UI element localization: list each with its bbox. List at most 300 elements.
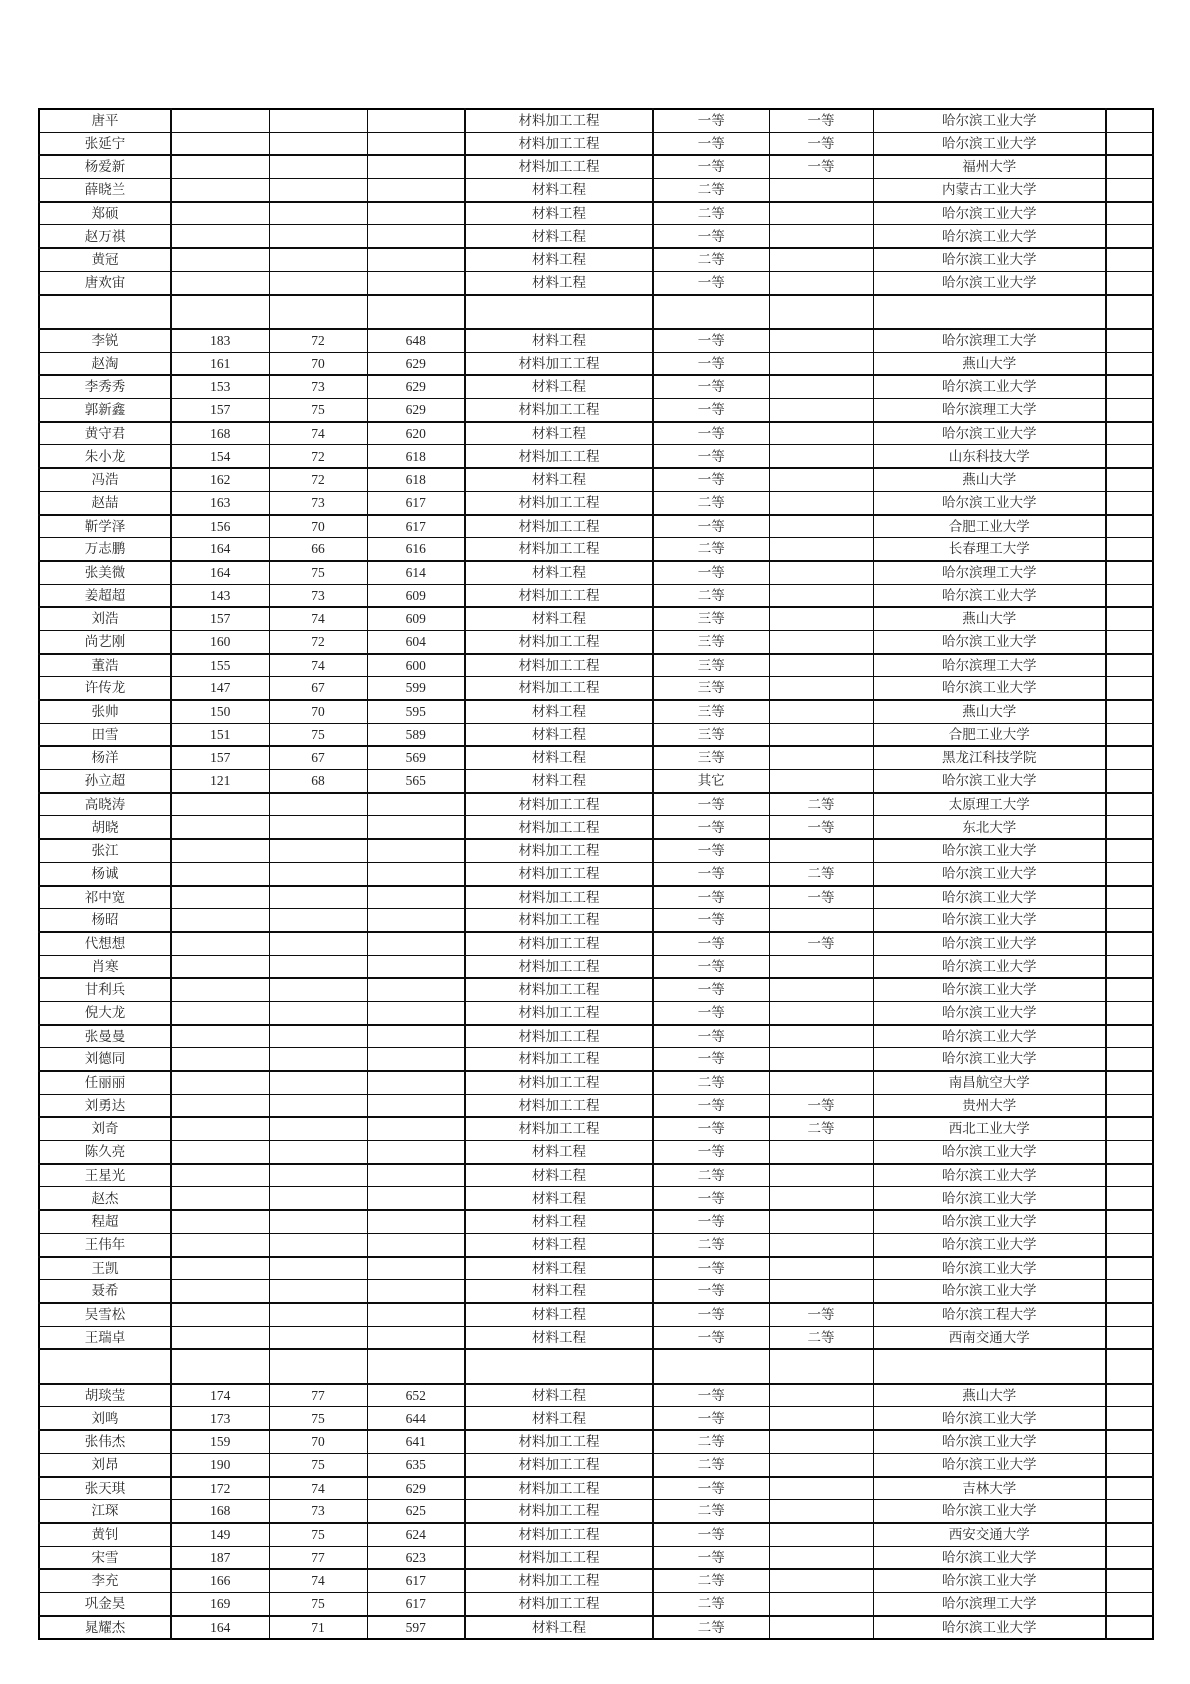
cell-name: 李充: [39, 1569, 171, 1592]
cell-score1: [171, 1025, 269, 1048]
cell-university: 长春理工大学: [873, 538, 1106, 561]
cell-university: 哈尔滨工业大学: [873, 375, 1106, 398]
cell-award2: 一等: [769, 1094, 873, 1117]
cell-award1: 二等: [653, 538, 769, 561]
cell-score1: [171, 109, 269, 132]
cell-award2: [769, 1349, 873, 1384]
cell-award2: [769, 1546, 873, 1569]
cell-name: 宋雪: [39, 1546, 171, 1569]
cell-major: 材料加工工程: [465, 1477, 653, 1500]
cell-total: [367, 862, 465, 885]
cell-university: 哈尔滨理工大学: [873, 329, 1106, 352]
cell-award2: [769, 630, 873, 653]
cell-major: 材料加工工程: [465, 1592, 653, 1615]
cell-university: 哈尔滨工业大学: [873, 1164, 1106, 1187]
cell-score1: [171, 1141, 269, 1164]
cell-major: 材料加工工程: [465, 793, 653, 816]
cell-award1: 一等: [653, 1384, 769, 1407]
cell-score2: 74: [269, 1477, 367, 1500]
cell-major: 材料工程: [465, 1164, 653, 1187]
cell-major: 材料工程: [465, 1326, 653, 1349]
cell-award2: [769, 1523, 873, 1546]
cell-score1: 157: [171, 746, 269, 769]
cell-award2: 一等: [769, 1303, 873, 1326]
table-row: [39, 932, 1153, 955]
cell-score1: 164: [171, 1616, 269, 1640]
cell-total: [367, 1141, 465, 1164]
cell-major: 材料工程: [465, 1616, 653, 1640]
table-row: [39, 700, 1153, 723]
cell-name: 张曼曼: [39, 1025, 171, 1048]
cell-score2: [269, 132, 367, 155]
cell-award1: 二等: [653, 1071, 769, 1094]
cell-award1: 一等: [653, 1477, 769, 1500]
cell-notes: [1106, 1280, 1153, 1303]
cell-award1: 二等: [653, 1430, 769, 1453]
cell-award2: 一等: [769, 109, 873, 132]
cell-notes: [1106, 109, 1153, 132]
cell-total: [367, 1117, 465, 1140]
cell-award2: [769, 375, 873, 398]
cell-major: 材料加工工程: [465, 932, 653, 955]
cell-score1: [171, 862, 269, 885]
cell-award2: [769, 1187, 873, 1210]
cell-university: 哈尔滨工程大学: [873, 1303, 1106, 1326]
cell-award2: [769, 271, 873, 294]
table-row: [39, 1001, 1153, 1024]
cell-notes: [1106, 816, 1153, 839]
cell-name: 刘鸣: [39, 1407, 171, 1430]
cell-university: 哈尔滨工业大学: [873, 1500, 1106, 1523]
cell-university: 燕山大学: [873, 352, 1106, 375]
cell-total: 629: [367, 375, 465, 398]
table-row: [39, 746, 1153, 769]
cell-name: 赵淘: [39, 352, 171, 375]
cell-name: 薛晓兰: [39, 179, 171, 202]
cell-major: 材料加工工程: [465, 1094, 653, 1117]
separator-row: [39, 1349, 1153, 1384]
cell-total: 620: [367, 422, 465, 445]
cell-total: [367, 179, 465, 202]
cell-notes: [1106, 1523, 1153, 1546]
cell-score2: [269, 1187, 367, 1210]
cell-notes: [1106, 1569, 1153, 1592]
table-row: [39, 225, 1153, 248]
cell-university: 内蒙古工业大学: [873, 179, 1106, 202]
cell-notes: [1106, 1257, 1153, 1280]
cell-award1: 二等: [653, 1592, 769, 1615]
cell-award1: 二等: [653, 1164, 769, 1187]
table-row: [39, 1280, 1153, 1303]
cell-notes: [1106, 746, 1153, 769]
cell-award2: 一等: [769, 932, 873, 955]
cell-total: 589: [367, 723, 465, 746]
cell-name: 胡晓: [39, 816, 171, 839]
table-row: [39, 1071, 1153, 1094]
cell-total: [367, 1233, 465, 1256]
cell-name: 黄钊: [39, 1523, 171, 1546]
cell-score2: [269, 1025, 367, 1048]
cell-university: 南昌航空大学: [873, 1071, 1106, 1094]
cell-award2: 二等: [769, 793, 873, 816]
table-row: [39, 1326, 1153, 1349]
cell-total: [367, 1071, 465, 1094]
cell-award1: 一等: [653, 1001, 769, 1024]
table-row: [39, 1407, 1153, 1430]
cell-score1: [171, 248, 269, 271]
cell-name: 肖寒: [39, 955, 171, 978]
cell-score2: 75: [269, 1592, 367, 1615]
separator-row: [39, 295, 1153, 330]
cell-total: 569: [367, 746, 465, 769]
cell-university: 哈尔滨工业大学: [873, 202, 1106, 225]
cell-score2: [269, 909, 367, 932]
cell-name: 胡琰莹: [39, 1384, 171, 1407]
cell-university: 哈尔滨工业大学: [873, 839, 1106, 862]
cell-score1: [171, 932, 269, 955]
table-row: [39, 179, 1153, 202]
cell-award2: [769, 1001, 873, 1024]
cell-score1: [171, 132, 269, 155]
cell-award1: 三等: [653, 630, 769, 653]
cell-award1: 二等: [653, 1569, 769, 1592]
cell-major: 材料加工工程: [465, 1523, 653, 1546]
cell-score1: [171, 225, 269, 248]
cell-award1: 一等: [653, 1257, 769, 1280]
cell-total: 609: [367, 607, 465, 630]
cell-university: 哈尔滨工业大学: [873, 1001, 1106, 1024]
cell-name: 张天琪: [39, 1477, 171, 1500]
cell-major: 材料加工工程: [465, 1569, 653, 1592]
cell-notes: [1106, 561, 1153, 584]
table-row: [39, 375, 1153, 398]
cell-notes: [1106, 1453, 1153, 1476]
cell-notes: [1106, 1187, 1153, 1210]
cell-total: [367, 1326, 465, 1349]
cell-total: 641: [367, 1430, 465, 1453]
cell-notes: [1106, 1384, 1153, 1407]
cell-major: 材料加工工程: [465, 155, 653, 178]
cell-university: 哈尔滨工业大学: [873, 862, 1106, 885]
table-row: [39, 862, 1153, 885]
cell-score1: 157: [171, 399, 269, 422]
cell-notes: [1106, 654, 1153, 677]
cell-score1: 161: [171, 352, 269, 375]
cell-notes: [1106, 248, 1153, 271]
cell-award1: 一等: [653, 1280, 769, 1303]
cell-award2: [769, 352, 873, 375]
cell-award1: 一等: [653, 515, 769, 538]
cell-major: 材料工程: [465, 746, 653, 769]
cell-score2: 67: [269, 746, 367, 769]
cell-name: 陈久亮: [39, 1141, 171, 1164]
cell-name: 张伟杰: [39, 1430, 171, 1453]
cell-score1: 150: [171, 700, 269, 723]
cell-name: 田雪: [39, 723, 171, 746]
cell-score1: [171, 1001, 269, 1024]
cell-name: 唐欢宙: [39, 271, 171, 294]
table-row: [39, 978, 1153, 1001]
cell-university: 哈尔滨工业大学: [873, 978, 1106, 1001]
table-row: [39, 1025, 1153, 1048]
cell-university: 哈尔滨工业大学: [873, 422, 1106, 445]
cell-total: 648: [367, 329, 465, 352]
cell-score2: 74: [269, 607, 367, 630]
table-row: [39, 1500, 1153, 1523]
cell-name: 黄冠: [39, 248, 171, 271]
cell-score2: 72: [269, 445, 367, 468]
table-row: [39, 793, 1153, 816]
table-row: [39, 1094, 1153, 1117]
table-row: [39, 1546, 1153, 1569]
table-row: [39, 515, 1153, 538]
cell-score2: 72: [269, 630, 367, 653]
cell-award2: [769, 1453, 873, 1476]
cell-score2: 74: [269, 1569, 367, 1592]
cell-award2: [769, 1233, 873, 1256]
cell-score1: [171, 1303, 269, 1326]
cell-major: 材料工程: [465, 1407, 653, 1430]
cell-award1: 一等: [653, 271, 769, 294]
cell-major: 材料加工工程: [465, 1025, 653, 1048]
cell-notes: [1106, 932, 1153, 955]
cell-score1: 155: [171, 654, 269, 677]
cell-university: 西北工业大学: [873, 1117, 1106, 1140]
table-row: [39, 1569, 1153, 1592]
table-row: [39, 1430, 1153, 1453]
cell-total: [367, 155, 465, 178]
cell-total: [367, 1001, 465, 1024]
cell-major: 材料加工工程: [465, 491, 653, 514]
cell-award1: 一等: [653, 886, 769, 909]
cell-notes: [1106, 1048, 1153, 1071]
cell-score1: 173: [171, 1407, 269, 1430]
cell-notes: [1106, 723, 1153, 746]
cell-major: 材料加工工程: [465, 352, 653, 375]
cell-total: 597: [367, 1616, 465, 1640]
cell-award1: 一等: [653, 862, 769, 885]
table-row: [39, 1233, 1153, 1256]
cell-major: 材料工程: [465, 422, 653, 445]
cell-name: 刘勇达: [39, 1094, 171, 1117]
cell-major: 材料加工工程: [465, 886, 653, 909]
cell-notes: [1106, 770, 1153, 793]
cell-major: 材料工程: [465, 179, 653, 202]
cell-score2: 74: [269, 422, 367, 445]
cell-award1: 一等: [653, 1048, 769, 1071]
cell-score1: 183: [171, 329, 269, 352]
cell-score1: [171, 1326, 269, 1349]
cell-notes: [1106, 978, 1153, 1001]
cell-major: 材料加工工程: [465, 132, 653, 155]
cell-major: 材料工程: [465, 202, 653, 225]
cell-university: 哈尔滨工业大学: [873, 886, 1106, 909]
cell-university: 哈尔滨理工大学: [873, 1592, 1106, 1615]
cell-score2: 75: [269, 1453, 367, 1476]
cell-award2: [769, 1384, 873, 1407]
table-row: [39, 1453, 1153, 1476]
cell-award2: 二等: [769, 1117, 873, 1140]
cell-total: [367, 225, 465, 248]
cell-total: [367, 816, 465, 839]
cell-score2: 75: [269, 561, 367, 584]
cell-total: [367, 955, 465, 978]
cell-major: 材料工程: [465, 1187, 653, 1210]
cell-total: 618: [367, 468, 465, 491]
cell-score1: [171, 179, 269, 202]
cell-name: 唐平: [39, 109, 171, 132]
cell-notes: [1106, 1001, 1153, 1024]
cell-score2: [269, 839, 367, 862]
cell-award1: 一等: [653, 1546, 769, 1569]
cell-university: 燕山大学: [873, 607, 1106, 630]
cell-score1: 168: [171, 1500, 269, 1523]
cell-score1: [171, 1048, 269, 1071]
cell-total: [367, 886, 465, 909]
cell-major: 材料加工工程: [465, 584, 653, 607]
cell-name: 赵杰: [39, 1187, 171, 1210]
cell-score2: [269, 295, 367, 330]
cell-score2: 73: [269, 491, 367, 514]
cell-name: 高晓涛: [39, 793, 171, 816]
cell-name: 李秀秀: [39, 375, 171, 398]
cell-score1: 190: [171, 1453, 269, 1476]
cell-major: 材料加工工程: [465, 399, 653, 422]
cell-award2: 一等: [769, 816, 873, 839]
cell-notes: [1106, 329, 1153, 352]
cell-name: 王瑞卓: [39, 1326, 171, 1349]
cell-score2: [269, 955, 367, 978]
cell-university: 哈尔滨工业大学: [873, 1616, 1106, 1640]
cell-score1: 153: [171, 375, 269, 398]
cell-name: 孙立超: [39, 770, 171, 793]
cell-major: 材料工程: [465, 700, 653, 723]
cell-score2: [269, 1094, 367, 1117]
table-row: [39, 1616, 1153, 1640]
cell-name: 倪大龙: [39, 1001, 171, 1024]
cell-award2: [769, 1164, 873, 1187]
cell-notes: [1106, 1546, 1153, 1569]
cell-total: [367, 1257, 465, 1280]
cell-score1: 174: [171, 1384, 269, 1407]
cell-award1: 一等: [653, 329, 769, 352]
cell-score1: 169: [171, 1592, 269, 1615]
table-row: [39, 909, 1153, 932]
table-row: [39, 109, 1153, 132]
cell-award2: [769, 561, 873, 584]
cell-score1: 156: [171, 515, 269, 538]
cell-notes: [1106, 584, 1153, 607]
table-row: [39, 491, 1153, 514]
table-row: [39, 1164, 1153, 1187]
cell-score1: [171, 793, 269, 816]
cell-notes: [1106, 677, 1153, 700]
cell-total: [367, 109, 465, 132]
cell-notes: [1106, 1616, 1153, 1640]
cell-score2: [269, 862, 367, 885]
cell-total: 624: [367, 1523, 465, 1546]
cell-major: 材料加工工程: [465, 1001, 653, 1024]
cell-notes: [1106, 1592, 1153, 1615]
cell-name: 刘奇: [39, 1117, 171, 1140]
table-row: [39, 1477, 1153, 1500]
cell-university: 哈尔滨工业大学: [873, 677, 1106, 700]
cell-total: [367, 1048, 465, 1071]
cell-award2: [769, 1592, 873, 1615]
cell-award2: [769, 584, 873, 607]
cell-name: 聂希: [39, 1280, 171, 1303]
cell-notes: [1106, 445, 1153, 468]
cell-score2: 75: [269, 399, 367, 422]
cell-award1: 一等: [653, 1303, 769, 1326]
cell-score2: [269, 248, 367, 271]
cell-score2: [269, 1048, 367, 1071]
cell-notes: [1106, 491, 1153, 514]
cell-score2: [269, 1117, 367, 1140]
cell-notes: [1106, 1303, 1153, 1326]
cell-award2: 一等: [769, 886, 873, 909]
cell-major: 材料工程: [465, 468, 653, 491]
table-row: [39, 723, 1153, 746]
cell-notes: [1106, 1141, 1153, 1164]
cell-notes: [1106, 1349, 1153, 1384]
cell-notes: [1106, 179, 1153, 202]
table-row: [39, 1523, 1153, 1546]
cell-major: [465, 1349, 653, 1384]
cell-score2: [269, 1210, 367, 1233]
cell-award2: [769, 1569, 873, 1592]
table-row: [39, 445, 1153, 468]
cell-score2: [269, 1257, 367, 1280]
cell-award1: 一等: [653, 422, 769, 445]
cell-award1: 一等: [653, 132, 769, 155]
cell-total: [367, 932, 465, 955]
cell-award1: 一等: [653, 955, 769, 978]
cell-score1: [171, 1164, 269, 1187]
cell-major: 材料工程: [465, 329, 653, 352]
cell-university: 合肥工业大学: [873, 515, 1106, 538]
table-row: [39, 352, 1153, 375]
cell-university: 哈尔滨工业大学: [873, 1569, 1106, 1592]
cell-notes: [1106, 515, 1153, 538]
cell-major: 材料工程: [465, 1303, 653, 1326]
cell-name: 江琛: [39, 1500, 171, 1523]
cell-score2: [269, 1164, 367, 1187]
cell-score1: [171, 839, 269, 862]
cell-name: 晁耀杰: [39, 1616, 171, 1640]
cell-notes: [1106, 1210, 1153, 1233]
cell-university: 哈尔滨工业大学: [873, 1233, 1106, 1256]
cell-award1: 一等: [653, 155, 769, 178]
cell-major: 材料加工工程: [465, 862, 653, 885]
cell-score1: 121: [171, 770, 269, 793]
cell-name: 王星光: [39, 1164, 171, 1187]
cell-score1: [171, 1257, 269, 1280]
results-table: [38, 108, 1154, 1640]
cell-award2: [769, 1500, 873, 1523]
table-row: [39, 1384, 1153, 1407]
cell-university: 山东科技大学: [873, 445, 1106, 468]
cell-notes: [1106, 132, 1153, 155]
cell-total: 617: [367, 491, 465, 514]
cell-score2: 68: [269, 770, 367, 793]
cell-total: 644: [367, 1407, 465, 1430]
cell-award1: 一等: [653, 375, 769, 398]
cell-score2: 72: [269, 329, 367, 352]
cell-major: 材料加工工程: [465, 445, 653, 468]
cell-award1: 一等: [653, 793, 769, 816]
table-row: [39, 1592, 1153, 1615]
